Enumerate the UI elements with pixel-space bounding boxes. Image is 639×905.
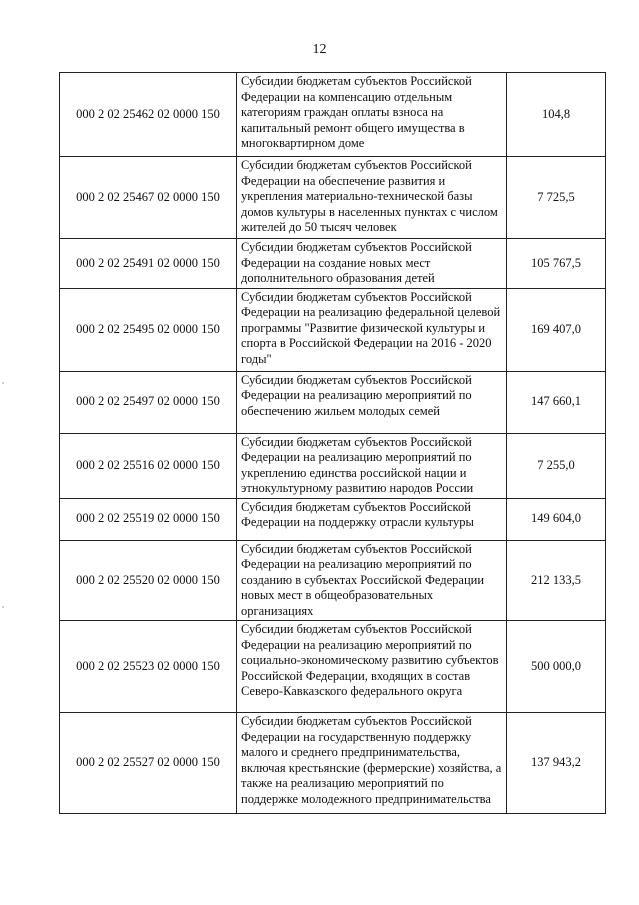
table-row	[60, 433, 606, 498]
amount-cell: 212 133,5	[507, 540, 606, 621]
amount-cell: 104,8	[507, 73, 606, 157]
amount-cell: 105 767,5	[507, 239, 606, 289]
description-cell: Субсидии бюджетам субъектов Российской Федерации на реализацию мероприятий по созданию в субъектах Российской Федерации новых мест в общеобразовательных организациях	[237, 540, 507, 621]
description-cell: Субсидии бюджетам субъектов Российской Федерации на государственную поддержку малого и среднего предпринимательства, включая крестьянские (фермерские) хозяйства, а также на реализацию мероприятий по поддержке молодежного предпринимательства	[237, 713, 507, 814]
table-row	[60, 498, 606, 540]
description-cell: Субсидии бюджетам субъектов Российской Федерации на обеспечение развития и укрепления материально-технической базы домов культуры в населенных пунктах с числом жителей до 50 тысяч человек	[237, 157, 507, 239]
table-row	[60, 73, 606, 157]
table-row	[60, 540, 606, 621]
table-row	[60, 621, 606, 713]
budget-code-cell: 000 2 02 25520 02 0000 150	[60, 540, 237, 621]
budget-code-cell: 000 2 02 25519 02 0000 150	[60, 498, 237, 540]
budget-code-cell: 000 2 02 25527 02 0000 150	[60, 713, 237, 814]
budget-code-cell: 000 2 02 25495 02 0000 150	[60, 288, 237, 371]
budget-code-cell: 000 2 02 25497 02 0000 150	[60, 371, 237, 433]
budget-code-cell: 000 2 02 25523 02 0000 150	[60, 621, 237, 713]
scan-mark	[2, 382, 4, 384]
description-cell: Субсидии бюджетам субъектов Российской Федерации на компенсацию отдельным категориям граждан оплаты взноса на капитальный ремонт общего имущества в многоквартирном доме	[237, 73, 507, 157]
description-cell: Субсидии бюджетам субъектов Российской Федерации на реализацию мероприятий по социально-экономическому развитию субъектов Российской Федерации, входящих в состав Северо-Кавказского федерального округа	[237, 621, 507, 713]
page-number: 12	[312, 42, 327, 57]
description-cell: Субсидии бюджетам субъектов Российской Федерации на реализацию мероприятий по укреплению единства российской нации и этнокультурному развитию народов России	[237, 433, 507, 498]
amount-cell: 7 725,5	[507, 157, 606, 239]
amount-cell: 149 604,0	[507, 498, 606, 540]
amount-cell: 137 943,2	[507, 713, 606, 814]
table-row	[60, 713, 606, 814]
budget-code-cell: 000 2 02 25462 02 0000 150	[60, 73, 237, 157]
description-cell: Субсидия бюджетам субъектов Российской Федерации на поддержку отрасли культуры	[237, 498, 507, 540]
budget-code-cell: 000 2 02 25516 02 0000 150	[60, 433, 237, 498]
table-row	[60, 288, 606, 371]
budget-table-body	[60, 73, 606, 814]
description-cell: Субсидии бюджетам субъектов Российской Федерации на реализацию федеральной целевой программы "Развитие физической культуры и спорта в Российской Федерации на 2016 - 2020 годы"	[237, 288, 507, 371]
table-row	[60, 239, 606, 289]
description-cell: Субсидии бюджетам субъектов Российской Федерации на создание новых мест дополнительного образования детей	[237, 239, 507, 289]
amount-cell: 147 660,1	[507, 371, 606, 433]
description-cell: Субсидии бюджетам субъектов Российской Федерации на реализацию мероприятий по обеспечению жильем молодых семей	[237, 371, 507, 433]
amount-cell: 500 000,0	[507, 621, 606, 713]
scan-mark	[2, 606, 4, 608]
table-row	[60, 157, 606, 239]
amount-cell: 169 407,0	[507, 288, 606, 371]
budget-code-cell: 000 2 02 25467 02 0000 150	[60, 157, 237, 239]
amount-cell: 7 255,0	[507, 433, 606, 498]
budget-table	[59, 72, 606, 814]
budget-code-cell: 000 2 02 25491 02 0000 150	[60, 239, 237, 289]
table-row	[60, 371, 606, 433]
